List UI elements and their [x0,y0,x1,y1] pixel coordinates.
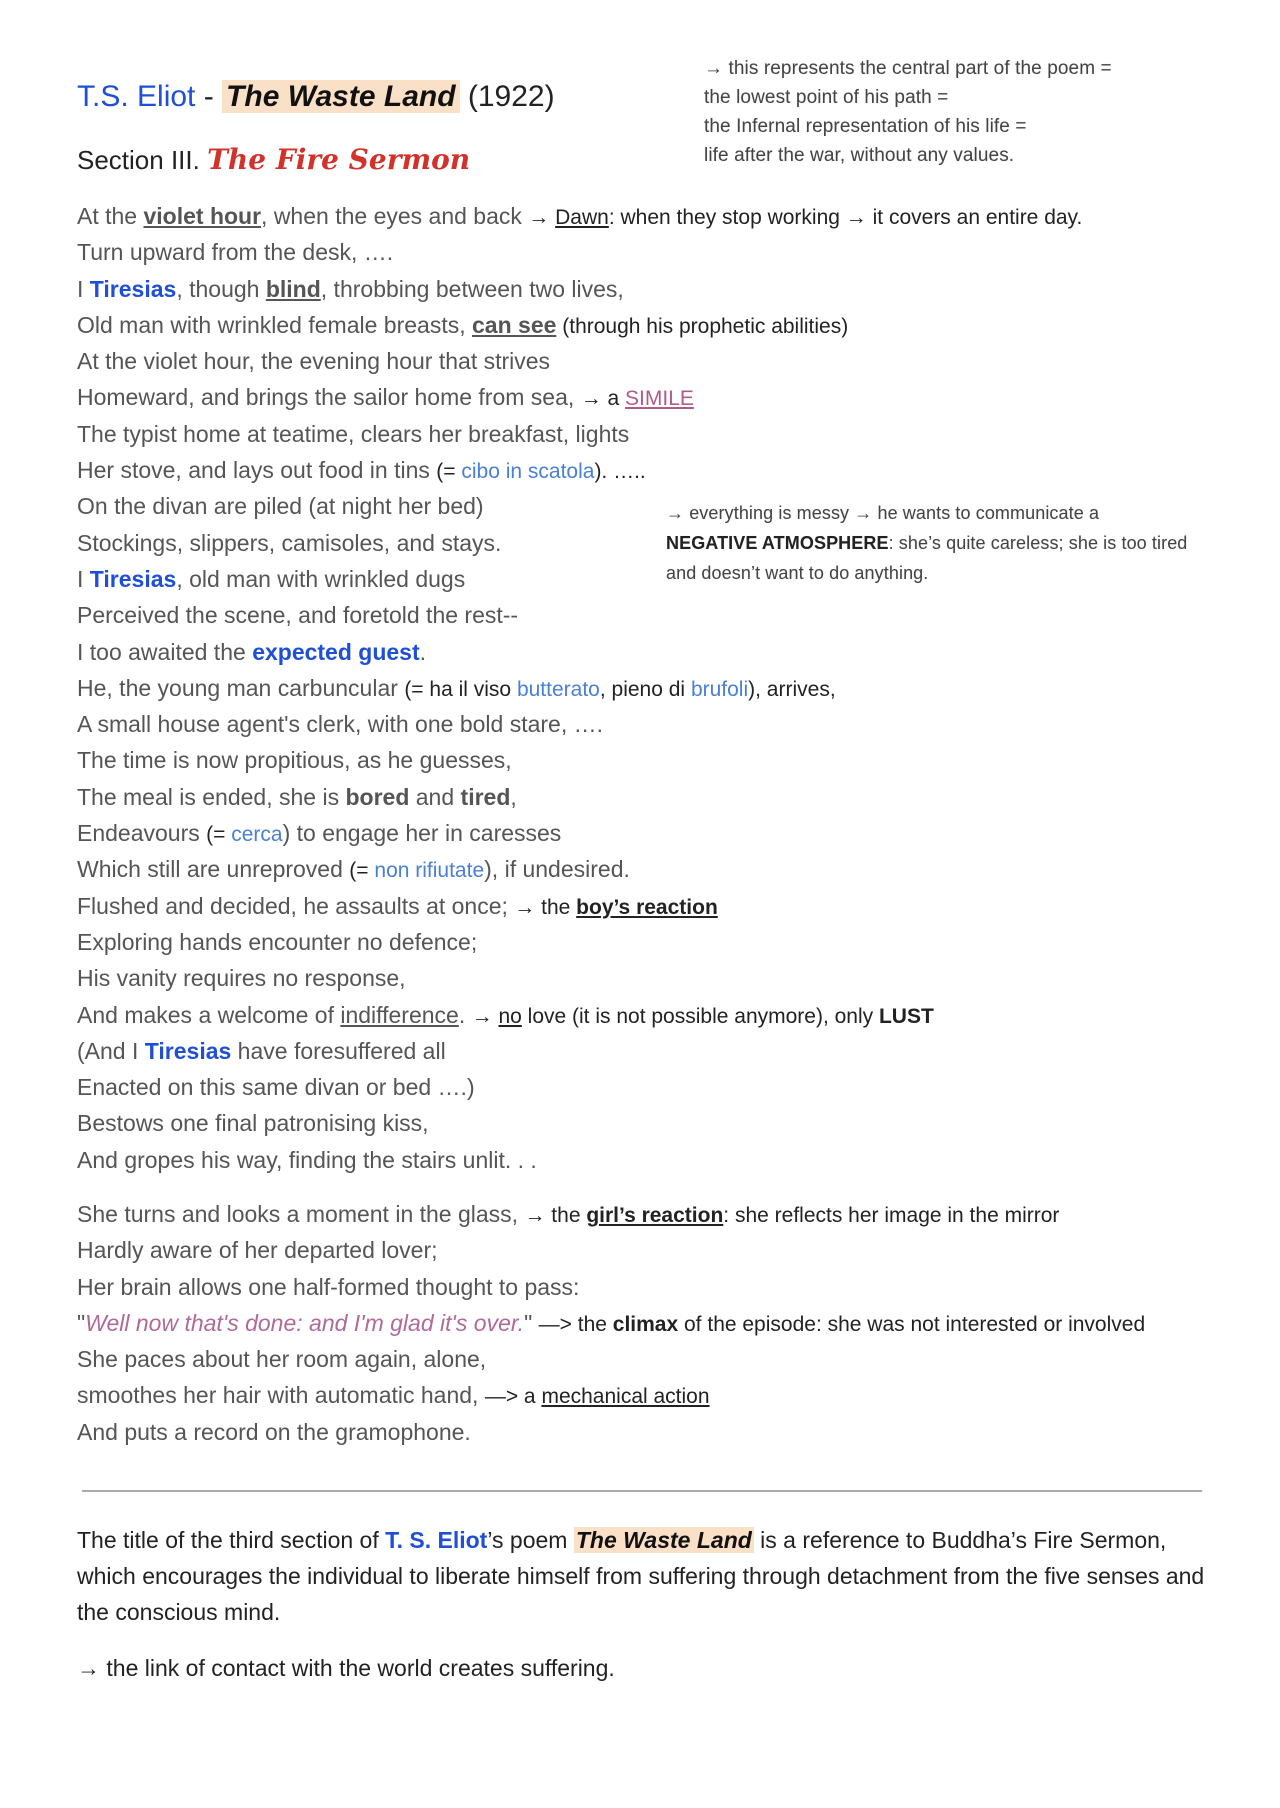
conclusion-line: → the link of contact with the world creates suffering. [77,1655,615,1681]
poem-line: A small house agent's clerk, with one bold stare, …. [77,711,603,738]
poem-line: I too awaited the expected guest. [77,638,427,665]
divider [82,1490,1202,1492]
page-title [77,80,555,114]
note-mid-line: NEGATIVE ATMOSPHERE: she’s quite careless; she is too tired [666,533,1188,553]
author-name: T.S. Eliot [77,80,196,113]
section-title: The Fire Sermon [207,143,471,176]
poem-line: His vanity requires no response, [77,965,406,992]
poem-line: Her brain allows one half-formed thought to pass: [77,1273,580,1300]
poem-line: Flushed and decided, he assaults at once; → the boy’s reaction [77,892,718,919]
poem-line: Old man with wrinkled female breasts, can see (through his prophetic abilities) [77,311,849,338]
poem-line: I Tiresias, though blind, throbbing between two lives, [77,275,624,302]
poem-line: Bestows one final patronising kiss, [77,1110,429,1137]
work-year: (1922) [459,80,555,113]
work-title: The Waste Land [222,80,459,113]
poem-line: And gropes his way, finding the stairs unlit. . . [77,1146,537,1173]
note-top-line: → this represents the central part of the poem = [704,58,1112,79]
summary-paragraph: The title of the third section of T. S. Eliot’s poem The Waste Land is a reference to Buddha’s Fire Sermon, which encourages the individual to liberate himself from suffering through detachment from the five senses and the conscious mind. [77,1527,1205,1625]
poem-line: And puts a record on the gramophone. [77,1418,471,1445]
poem-line: Which still are unreproved (= non rifiutate), if undesired. [77,856,630,883]
poem-line: smoothes her hair with automatic hand, —> a mechanical action [77,1382,710,1409]
title-separator: - [195,80,223,113]
poem-line: Her stove, and lays out food in tins (= cibo in scatola). ….. [77,457,646,484]
poem-line: I Tiresias, old man with wrinkled dugs [77,565,466,592]
note-top [704,54,1112,170]
poem-line: The meal is ended, she is bored and tired, [77,783,517,810]
poem-line: Endeavours (= cerca) to engage her in caresses [77,820,562,847]
note-mid-line: and doesn’t want to do anything. [666,563,929,583]
poem-line: Hardly aware of her departed lover; [77,1237,438,1264]
note-top-line: the Infernal representation of his life = [704,116,1027,137]
poem-line: The time is now propitious, as he guesses, [77,747,512,774]
poem-line: Stockings, slippers, camisoles, and stays. [77,529,502,556]
poem-line: (And I Tiresias have foresuffered all [77,1037,446,1064]
poem-line: Enacted on this same divan or bed ….) [77,1074,475,1101]
poem-line: He, the young man carbuncular (= ha il viso butterato, pieno di brufoli), arrives, [77,674,836,701]
poem-line: Homeward, and brings the sailor home from sea, → a SIMILE [77,384,694,411]
poem-line: She paces about her room again, alone, [77,1346,487,1373]
note-mid-line: → everything is messy → he wants to communicate a [666,503,1100,523]
poem-line: Exploring hands encounter no defence; [77,928,478,955]
poem-line: Turn upward from the desk, …. [77,239,394,266]
poem-block-2 [77,1196,1145,1450]
poem-line: On the divan are piled (at night her bed) [77,493,484,520]
poem-line: At the violet hour, the evening hour that strives [77,348,551,375]
section-heading [77,143,470,176]
note-top-line: life after the war, without any values. [704,145,1015,166]
poem-line: The typist home at teatime, clears her breakfast, lights [77,420,630,447]
note-top-line: the lowest point of his path = [704,87,949,108]
poem-line: "Well now that's done: and I'm glad it's over." —> the climax of the episode: she was not interested or involved [77,1309,1146,1336]
poem-line: At the violet hour, when the eyes and back → Dawn: when they stop working → it covers an entire day. [77,203,1083,229]
note-mid-bold: NEGATIVE ATMOSPHERE [666,533,889,553]
section-prefix: Section III. [77,145,208,175]
poem-block [77,198,1082,1178]
poem-line: And makes a welcome of indifference. → no love (it is not possible anymore), only LUST [77,1001,934,1028]
poem-line: She turns and looks a moment in the glass, → the girl’s reaction: she reflects her image in the mirror [77,1201,1060,1227]
poem-line: Perceived the scene, and foretold the rest-- [77,602,519,629]
